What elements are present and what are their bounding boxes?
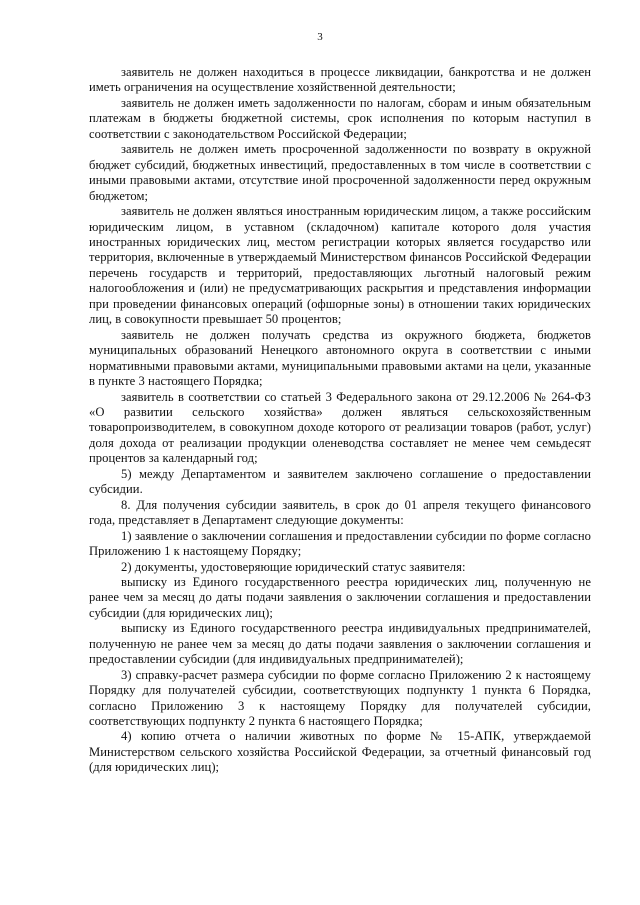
paragraph-liquidation: заявитель не должен находиться в процессе ликвидации, банкротства и не должен иметь ограничения на осуществление хозяйственной деятельности;	[89, 65, 591, 95]
document-body	[89, 65, 591, 776]
paragraph-egrul-extract: выписку из Единого государственного реестра юридических лиц, полученную не ранее чем за месяц до даты подачи заявления о заключении соглашения и предоставлении субсидии (для юридических лиц);	[89, 574, 591, 620]
paragraph-tax-debt: заявитель не должен иметь задолженности по налогам, сборам и иным обязательным платежам в бюджеты бюджетной системы, срок исполнения по которым наступил в соответствии с законодательством Российской Федерации;	[89, 95, 591, 141]
page-number: 3	[317, 31, 323, 43]
paragraph-section-8: 8. Для получения субсидии заявитель, в срок до 01 апреля текущего финансового года, представляет в Департамент следующие документы:	[89, 497, 591, 528]
paragraph-foreign-entity: заявитель не должен являться иностранным юридическим лицом, а также российским юридическим лицом, в уставном (складочном) капитале которого доля участия иностранных юридических лиц, местом регистрации которых является государство или территория, включенные в утверждаемый Министерством финансов Российской Федерации перечень государств и территорий, предоставляющих льготный налоговый режим налогообложения и (или) не предусматривающих раскрытия и представления информации при проведении финансовых операций (офшорные зоны) в отношении таких юридических лиц, в совокупности превышает 50 процентов;	[89, 204, 591, 327]
paragraph-agricultural-producer: заявитель в соответствии со статьей 3 Федерального закона от 29.12.2006 № 264-ФЗ «О развитии сельского хозяйства» должен являться сельскохозяйственным товаропроизводителем, в совокупном доходе которого от реализации товаров (работ, услуг) доля дохода от реализации продукции оленеводства составляет не менее чем семьдесят процентов за календарный год;	[89, 389, 591, 466]
list-item-animal-report: 4) копию отчета о наличии животных по форме № 15-АПК, утверждаемой Министерством сельского хозяйства Российской Федерации, за отчетный финансовый год (для юридических лиц);	[89, 729, 591, 775]
list-item-application: 1) заявление о заключении соглашения и предоставлении субсидии по форме согласно Приложению 1 к настоящему Порядку;	[89, 528, 591, 559]
paragraph-other-funds: заявитель не должен получать средства из окружного бюджета, бюджетов муниципальных образований Ненецкого автономного округа в соответствии с иными нормативными правовыми актами, муниципальными правовыми актами на цели, указанные в пункте 3 настоящего Порядка;	[89, 327, 591, 389]
paragraph-egrip-extract: выписку из Единого государственного реестра индивидуальных предпринимателей, полученную не ранее чем за месяц до даты подачи заявления о заключении соглашения и предоставлении субсидии (для индивидуальных предпринимателей);	[89, 621, 591, 667]
list-item-legal-status: 2) документы, удостоверяющие юридический статус заявителя:	[121, 559, 466, 574]
paragraph-agreement-concluded: 5) между Департаментом и заявителем заключено соглашение о предоставлении субсидии.	[89, 466, 591, 497]
paragraph-overdue-debt: заявитель не должен иметь просроченной задолженности по возврату в окружной бюджет субсидий, бюджетных инвестиций, предоставленных в том числе в соответствии с иными правовыми актами, отсутствие иной просроченной задолженности перед окружным бюджетом;	[89, 142, 591, 203]
list-item-calculation: 3) справку-расчет размера субсидии по форме согласно Приложению 2 к настоящему Порядку для получателей субсидии, соответствующих подпункту 1 пункта 6 Порядка, согласно Приложению 3 к настоящему Порядку для получателей субсидии, соответствующих подпункту 2 пункта 6 настоящего Порядка;	[89, 667, 591, 729]
